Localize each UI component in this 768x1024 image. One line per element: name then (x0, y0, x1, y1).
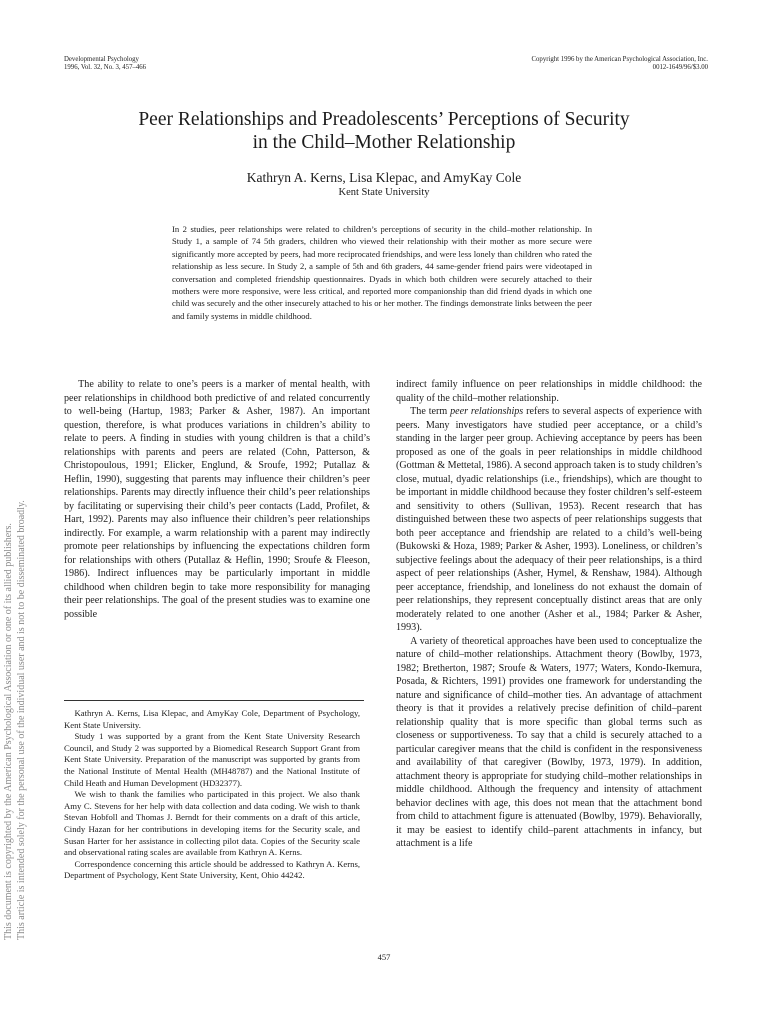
title-line-1: Peer Relationships and Preadolescents’ Perceptions of Security (138, 109, 630, 130)
journal-citation: 1996, Vol. 32, No. 3, 457–466 (64, 64, 147, 71)
footnote-divider (64, 700, 364, 701)
watermark-line-2: This article is intended solely for the personal use of the individual user and is not to be disseminated broadly. (16, 500, 27, 940)
body-paragraph: A variety of theoretical approaches have been used to conceptualize the nature of child–mother relationships. Attachment theory (Bowlby, 1973, 1982; Bretherton, 1987; Sroufe & Waters, 1977; Waters, Kondo-Ikemura, Posada, & Richters, 1991) provides one framework for understanding the nature and significance of child–mother ties. An advantage of attachment theory is that it provides a relatively precise definition of child–parent relationship quality that is more specific than global terms such as closeness or supportiveness. To say that a child is securely attached to a particular caregiver means that the child is confident in the responsiveness and availability of that caregiver (Bowlby, 1973, 1979). In addition, attachment theory is appropriate for studying child–mother relationships in middle childhood. Although the frequency and intensity of attachment behavior declines with age, this does not mean that the attachment bond from child to attachment figure is attenuated (Bowlby, 1979). Behaviorally, it may be easiest to identify child–parent attachments in infancy, but attachment is a life (396, 635, 702, 849)
abstract: In 2 studies, peer relationships were related to children’s perceptions of security in the child–mother relationship. In Study 1, a sample of 74 5th graders, children who viewed their relationship with their mother as more secure were significantly more accepted by peers, had more reciprocated friendships, and were less lonely than children who rated the relationship as less secure. In Study 2, a sample of 5th and 6th graders, 44 same-gender friend pairs were videotaped in conversation and completed friendship questionnaires. Dyads in which both children were securely attached to their mothers were more responsive, were less critical, and reported more companionship than did friend dyads in which one child was securely and the other insecurely attached to his or her mother. The findings demonstrate links between the peer and family systems in middle childhood. (172, 224, 592, 321)
italic-term: peer relationships (450, 406, 524, 417)
body-column-right (396, 378, 702, 851)
body-paragraph: The ability to relate to one’s peers is a marker of mental health, with peer relationships in childhood both predictive of and related concurrently to well-being (Hartup, 1983; Parker & Asher, 1987). An important question, therefore, is what produces variations in children’s ability to relate to peers. A finding in studies with young children is that a child’s relationships with parents and peers are related (Cohn, Patterson, & Christopoulous, 1991; Elicker, Englund, & Sroufe, 1992; Putallaz & Heflin, 1990), suggesting that parents may influence their children’s peer relationships. Parents may directly influence their child’s peer relationships by facilitating or supervising their child’s peer contacts (Ladd, Profilet, & Hart, 1992). Parents may also influence their children’s peer relationships indirectly. For example, a warm relationship with a parent may indirectly promote peer relationships by influencing the expectations children form for relationships with others (Putallaz & Heflin, 1990; Sroufe & Fleeson, 1986). Indirect influences may be particularly important in middle childhood when children begin to take more responsibility for managing their peer relationships. The goal of the present studies was to examine one possible (64, 379, 370, 620)
author-affiliation: Kent State University (338, 187, 430, 198)
copyright-watermark (2, 500, 28, 940)
body-column-left (64, 378, 370, 621)
article-code: 0012-1649/96/$3.00 (652, 64, 708, 71)
copyright-line: Copyright 1996 by the American Psychological Association, Inc. (531, 56, 708, 63)
body-paragraph (396, 405, 702, 635)
paragraph-text: refers to several aspects of experience with peers. Many investigators have studied peer acceptance, or a child’s standing in the larger peer group. Achieving acceptance by peers has been proposed as one of the goals in peer relationships in middle childhood (Gottman & Mettetal, 1986). A second approach taken is to study children’s close, mutual, dyadic relationships (i.e., friendships), which are thought to be important in middle childhood because they foster children’s self-esteem and sensitivity to others (Sullivan, 1953). Recent research that has distinguished between these two aspects of peer relationships suggests that both peer acceptance and friendship are related to a child’s well-being (Bukowski & Hoza, 1989; Parker & Asher, 1993). Loneliness, or children’s subjective feelings about the adequacy of their peer relationships, is a third aspect of peer relationships (Asher, Hymel, & Renshaw, 1984). Although peer acceptance, friendship, and loneliness do not exhaust the domain of peer relationships, they represent conceptually distinct areas that are only moderately related to one another (Asher et al., 1984; Parker & Asher, 1993). (396, 406, 702, 633)
body-paragraph: indirect family influence on peer relationships in middle childhood: the quality of the child–mother relationship. (396, 379, 702, 404)
journal-name: Developmental Psychology (64, 56, 139, 63)
journal-header (64, 56, 146, 72)
author-list: Kathryn A. Kerns, Lisa Klepac, and AmyKay Cole (246, 170, 522, 185)
copyright-header (531, 56, 708, 72)
author-notes (64, 708, 360, 882)
title-line-2: in the Child–Mother Relationship (252, 132, 516, 153)
page-number: 457 (377, 952, 391, 962)
footnote: Kathryn A. Kerns, Lisa Klepac, and AmyKay Cole, Department of Psychology, Kent State University. (64, 708, 360, 730)
footnote: Study 1 was supported by a grant from the Kent State University Research Council, and Study 2 was supported by a Biomedical Research Support Grant from Kent State University. Preparation of the manuscript was supported by grants from the National Institute of Mental Health (MH48787) and the National Institute of Child Heath and Human Development (HD32377). (64, 731, 360, 788)
watermark-line-1: This document is copyrighted by the American Psychological Association or one of its allied publishers. (3, 523, 14, 940)
paragraph-lead: The term (410, 406, 451, 417)
footnote: We wish to thank the families who participated in this project. We also thank Amy C. Stevens for her help with data collection and data coding. We wish to thank Stevan Hobfoll and Thomas J. Berndt for their comments on a draft of this article, Cindy Hazan for her contributions in developing items for the Security scale, and Susan Harter for her assistance in collecting pilot data. Copies of the Security scale and observational rating scales are available from Kathryn A. Kerns. (64, 789, 360, 858)
article-title (80, 108, 688, 154)
footnote: Correspondence concerning this article should be addressed to Kathryn A. Kerns, Department of Psychology, Kent State University, Kent, Ohio 44242. (64, 858, 360, 881)
